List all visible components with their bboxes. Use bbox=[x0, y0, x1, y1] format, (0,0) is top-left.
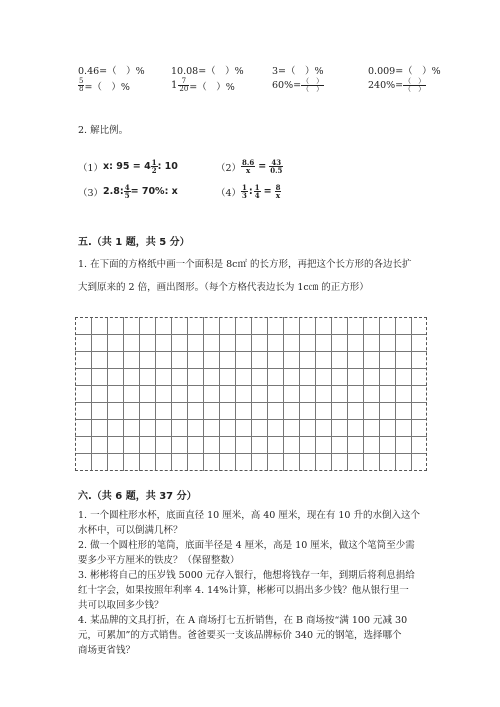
denominator: x bbox=[246, 166, 251, 175]
proportion-left: x: 95 = 4 bbox=[103, 161, 151, 172]
conversion-5 bbox=[78, 78, 130, 93]
proportion-right: : 10 bbox=[157, 161, 178, 172]
graph-paper-grid[interactable] bbox=[75, 317, 427, 471]
numerator: 4 bbox=[124, 183, 130, 192]
denominator: 8 bbox=[79, 85, 84, 93]
numerator: 7 bbox=[178, 78, 189, 86]
conversion-lead: 60%= bbox=[272, 80, 302, 91]
numerator: 5 bbox=[79, 77, 84, 85]
conversion-1: 0.46=（ ）% bbox=[78, 66, 145, 77]
fraction bbox=[241, 159, 255, 174]
conversion-2: 10.08=（ ）% bbox=[171, 66, 244, 77]
fraction bbox=[269, 159, 283, 174]
problem-line: 共可以取回多少钱？ bbox=[78, 600, 164, 611]
proportion-4 bbox=[216, 184, 281, 199]
numerator: 8 bbox=[275, 183, 281, 192]
proportion-right: = 70%: x bbox=[130, 186, 178, 197]
numerator: （ ） bbox=[404, 77, 426, 85]
section-5-line-2: 大到原来的 2 倍，画出图形。（每个方格代表边长为 1c㎝ 的正方形） bbox=[78, 282, 369, 293]
problem-label: （3） bbox=[78, 187, 104, 199]
problem-line: 3. 彬彬将自己的压岁钱 5000 元存入银行，他想将钱存一年，到期后将利息捐给 bbox=[78, 570, 415, 581]
proportion-left: 2.8: bbox=[103, 186, 124, 197]
conversion-3: 3=（ ）% bbox=[272, 66, 324, 77]
conversion-7 bbox=[272, 78, 324, 93]
problem-line: 要多少平方厘米的铁皮？（保留整数） bbox=[78, 555, 240, 566]
proportion-title: 2. 解比例。 bbox=[78, 125, 129, 136]
equals-sign: = bbox=[258, 161, 267, 172]
problem-line: 红十字会，如果按照年利率 4. 14%计算，彬彬可以捐出多少钱？他从银行里一 bbox=[78, 585, 409, 596]
denominator: 3 bbox=[242, 191, 247, 200]
conversion-lead: 240%= bbox=[368, 80, 404, 91]
denominator: 2 bbox=[151, 166, 157, 175]
proportion-2 bbox=[216, 159, 283, 174]
denominator: （ ） bbox=[302, 85, 324, 93]
numerator: 1 bbox=[242, 183, 247, 192]
numerator: 1 bbox=[254, 183, 260, 192]
section-5-line-1: 1. 在下面的方格纸中画一个面积是 8c㎡ 的长方形，再把这个长方形的各边长扩 bbox=[78, 259, 412, 270]
whole-part: 1 bbox=[171, 80, 178, 91]
problem-line: 水杯中，可以倒满几杯？ bbox=[78, 525, 183, 536]
numerator: （ ） bbox=[302, 77, 324, 85]
section-6-heading: 六.（共 6 题，共 37 分） bbox=[78, 491, 197, 502]
conversion-rest: =（ ）% bbox=[84, 81, 130, 93]
fraction bbox=[254, 184, 261, 199]
conversion-4: 0.009=（ ）% bbox=[368, 66, 441, 77]
conversion-8 bbox=[368, 78, 426, 93]
denominator: 4 bbox=[254, 191, 260, 200]
problem-line: 元，可累加”的方式销售。爸爸要买一支该品牌标价 340 元的钢笔，选择哪个 bbox=[78, 630, 402, 641]
problem-label: （1） bbox=[78, 162, 104, 174]
conversion-6 bbox=[171, 78, 235, 93]
fraction bbox=[124, 184, 131, 199]
fraction bbox=[275, 184, 282, 199]
problem-line: 4. 某品牌的文具打折，在 A 商场打七五折销售，在 B 商场按“满 100 元减 30 bbox=[78, 615, 408, 626]
problem-line: 1. 一个圆柱形水杯，底面直径 10 厘米，高 40 厘米，现在有 10 升的水倒入这个 bbox=[78, 510, 420, 521]
denominator: x bbox=[275, 191, 281, 200]
denominator: 20 bbox=[179, 85, 189, 93]
problem-line: 2. 做一个圆柱形的笔筒，底面半径是 4 厘米，高是 10 厘米，做这个笔筒至少需 bbox=[78, 540, 415, 551]
problem-line: 商场更省钱？ bbox=[78, 645, 136, 656]
fraction bbox=[403, 78, 426, 93]
proportion-3 bbox=[78, 184, 178, 199]
numerator: 8.6 bbox=[242, 158, 255, 167]
proportion-1 bbox=[78, 159, 178, 174]
fraction bbox=[241, 184, 248, 199]
section-5-heading: 五.（共 1 题，共 5 分） bbox=[78, 237, 190, 248]
numerator: 43 bbox=[269, 159, 283, 167]
problem-label: （4） bbox=[216, 187, 242, 199]
denominator: 5 bbox=[124, 191, 130, 200]
ratio-colon: : bbox=[248, 186, 253, 197]
fraction bbox=[151, 159, 158, 174]
numerator: 1 bbox=[151, 158, 157, 167]
denominator: （ ） bbox=[404, 85, 426, 93]
denominator: 0.5 bbox=[270, 166, 283, 175]
problem-label: （2） bbox=[216, 162, 242, 174]
equals-sign: = bbox=[263, 186, 272, 197]
fraction bbox=[178, 78, 189, 93]
conversion-rest: =（ ）% bbox=[189, 81, 235, 93]
fraction bbox=[301, 78, 324, 93]
